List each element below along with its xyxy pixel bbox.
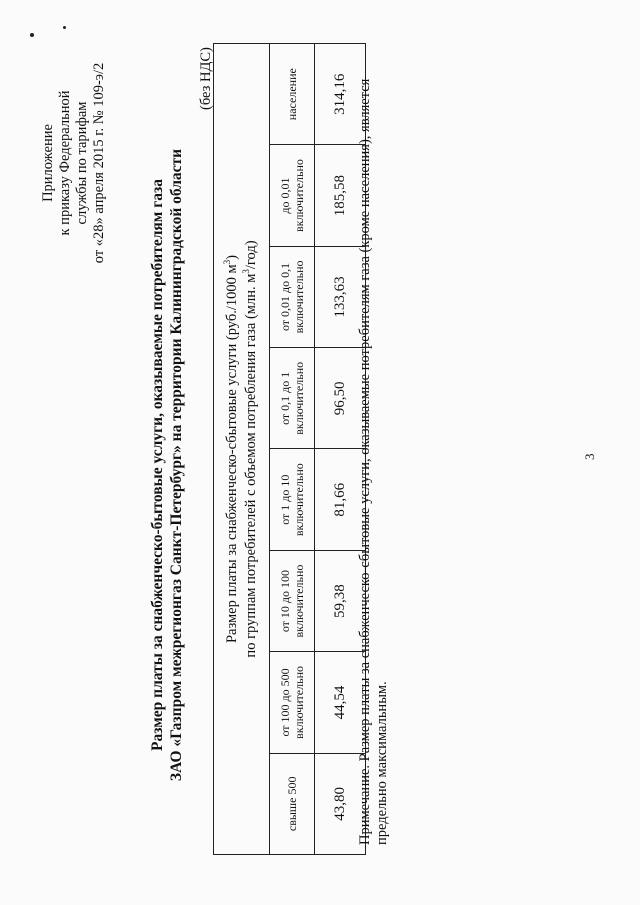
column-header-line: от 1 до 10 — [278, 474, 292, 525]
column-header — [270, 145, 315, 246]
column-header-line: от 0,01 до 0,1 — [278, 262, 292, 332]
column-header — [270, 550, 315, 651]
header-text: ) — [223, 254, 240, 260]
approval-line: службы по тарифам — [74, 101, 90, 225]
column-header — [270, 44, 315, 145]
approval-block — [40, 23, 108, 303]
column-header — [270, 449, 315, 550]
column-header-line: включительно — [292, 463, 306, 537]
column-header-line: до 0,01 — [278, 177, 292, 214]
header-sup: 3 — [240, 269, 251, 274]
tariff-value-cell: 44,54 — [315, 652, 366, 753]
header-text: по группам потребителей с объемом потребления газа (млн. м — [242, 273, 259, 658]
tariff-value-cell: 133,63 — [315, 246, 366, 347]
tariff-value-cell: 81,66 — [315, 449, 366, 550]
table-main-header — [214, 44, 270, 855]
page-number: 3 — [582, 453, 597, 460]
title-line: Размер платы за снабженческо-бытовые услуги, оказываемые потребителям газа — [149, 178, 166, 752]
column-header-line: от 100 до 500 — [278, 668, 292, 737]
vat-note: (без НДС) — [198, 47, 214, 110]
header-text: Размер платы за снабженческо-сбытовые услуги (руб./1000 м — [223, 264, 240, 644]
column-header-line: от 0,1 до 1 — [278, 371, 292, 425]
approval-line: от «28» апреля 2015 г. № 109-э/2 — [91, 62, 107, 264]
title-line: ЗАО «Газпром межрегионгаз Санкт-Петербург» на территории Калининградской области — [168, 148, 185, 782]
column-header-line: включительно — [292, 159, 306, 233]
column-header — [270, 246, 315, 347]
column-header-line: свыше 500 — [285, 776, 299, 832]
approval-line: к приказу Федеральной — [57, 90, 73, 236]
tariff-table — [213, 43, 366, 855]
column-header — [270, 348, 315, 449]
header-sup: 3 — [221, 259, 232, 265]
column-header — [270, 652, 315, 753]
column-header-line: включительно — [292, 564, 306, 638]
column-header-line: включительно — [292, 260, 306, 334]
column-header-line: включительно — [292, 665, 306, 739]
document-title — [148, 55, 186, 875]
column-header — [270, 753, 315, 854]
tariff-value-cell: 96,50 — [315, 348, 366, 449]
column-header-line: население — [285, 68, 299, 121]
approval-line: Приложение — [40, 124, 56, 202]
tariff-value-cell: 314,16 — [315, 44, 366, 145]
column-header-line: от 10 до 100 — [278, 569, 292, 633]
group-header-row — [270, 44, 315, 855]
tariff-value-cell: 59,38 — [315, 550, 366, 651]
footnote: Примечание. Размер платы за снабженческо-сбытовые услуги, оказываемые потребителям газа (кроме населения), является предельно максимальным. — [357, 78, 390, 845]
header-text: /год) — [242, 240, 259, 270]
tariff-value-cell: 185,58 — [315, 145, 366, 246]
scan-speck — [30, 33, 34, 37]
column-header-line: включительно — [292, 361, 306, 435]
tariff-value-cell: 43,80 — [315, 753, 366, 854]
